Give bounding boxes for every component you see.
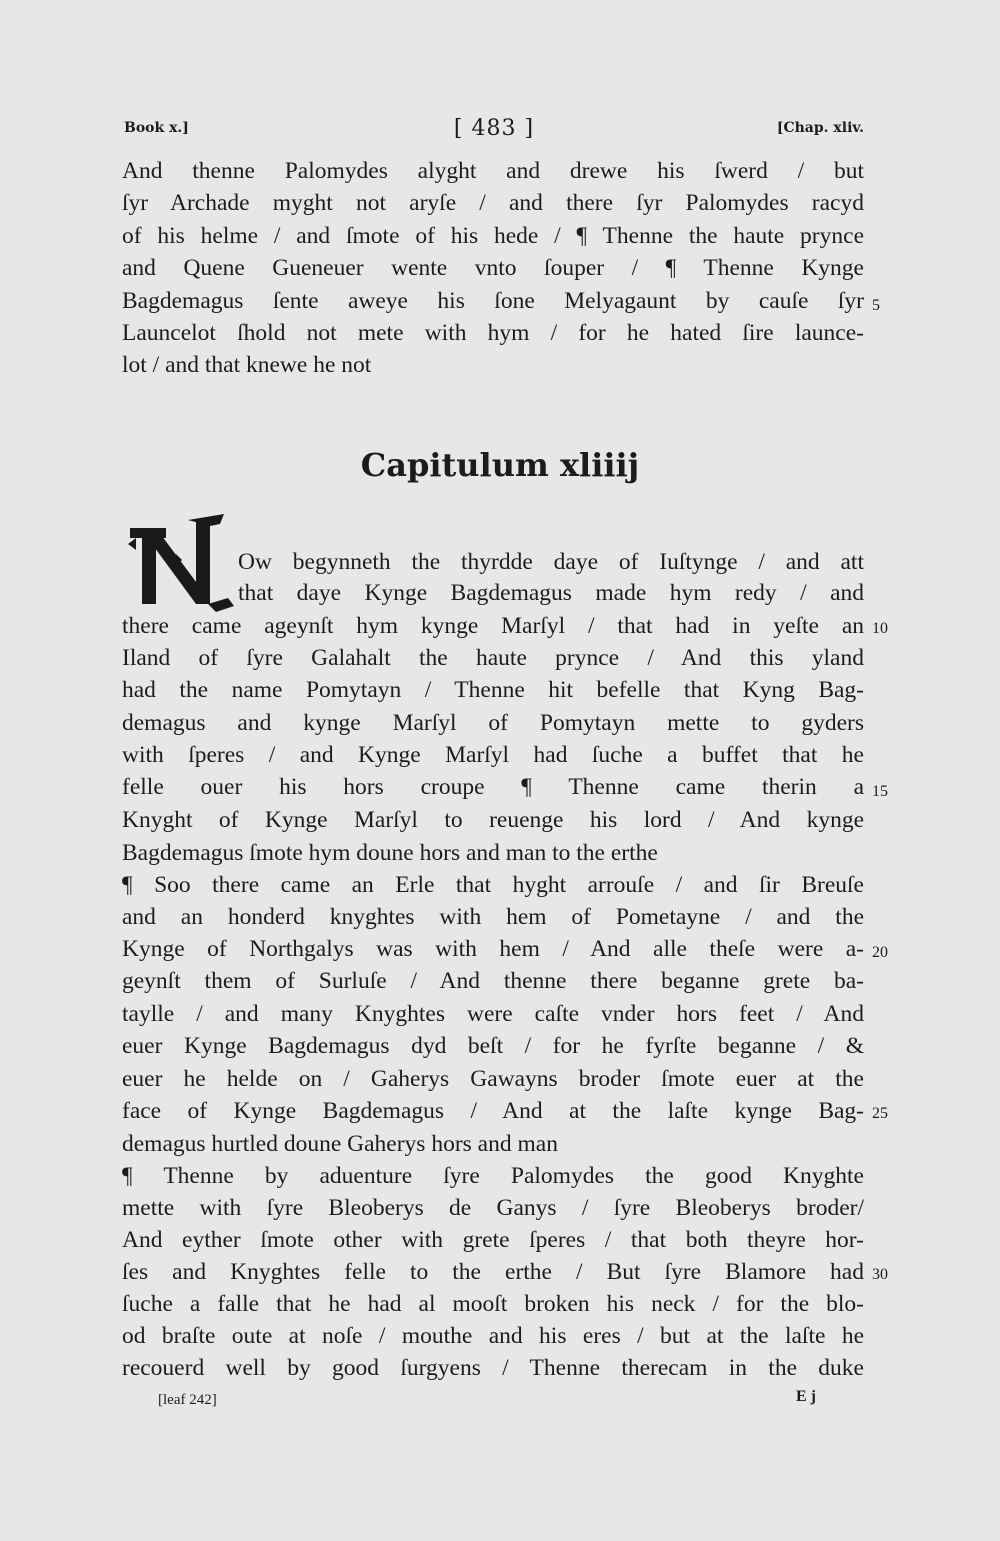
text-line: ¶ Thenne by aduenture ſyre Palomydes the good Knyghte	[122, 1163, 864, 1189]
text-line: ſyr Archade myght not aryſe / and there ſyr Palomydes racyd	[122, 190, 864, 216]
text-line: mette with ſyre Bleoberys de Ganys / ſyre Bleoberys broder/	[122, 1195, 864, 1221]
drop-capital-n-icon	[124, 514, 236, 614]
text-line: with ſperes / and Kynge Marſyl had ſuche a buffet that he	[122, 742, 864, 768]
text-line: Ow begynneth the thyrdde daye of Iuſtynge / and att	[238, 549, 864, 575]
text-line: and Quene Gueneuer wente vnto ſouper / ¶ Thenne Kynge	[122, 255, 864, 281]
text-line: and an honderd knyghtes with hem of Pometayne / and the	[122, 904, 864, 930]
text-line: that daye Kynge Bagdemagus made hym redy / and	[238, 580, 864, 606]
text-line: face of Kynge Bagdemagus / And at the laſte kynge Bag-	[122, 1098, 864, 1124]
text-line: lot / and that knewe he not	[122, 352, 372, 378]
book-number: Book x.]	[124, 120, 189, 136]
text-line: demagus hurtled doune Gaherys hors and man	[122, 1131, 558, 1157]
text-line: demagus and kynge Marſyl of Pomytayn mette to gyders	[122, 710, 864, 736]
text-line: there came ageynſt hym kynge Marſyl / that had in yeſte an	[122, 613, 864, 639]
text-line: euer he helde on / Gaherys Gawayns broder ſmote euer at the	[122, 1066, 864, 1092]
text-line: geynſt them of Surluſe / And thenne there beganne grete ba-	[122, 968, 864, 994]
line-number: 10	[872, 620, 888, 637]
running-header	[124, 116, 864, 146]
text-line: recouerd well by good ſurgyens / Thenne therecam in the duke	[122, 1355, 864, 1381]
line-number: 30	[872, 1266, 888, 1283]
chapter-heading: Capitulum xliiij	[360, 446, 640, 484]
leaf-reference: [leaf 242]	[158, 1392, 217, 1408]
text-line: And eyther ſmote other with grete ſperes / that both theyre hor-	[122, 1227, 864, 1253]
text-line: ſes and Knyghtes felle to the erthe / But ſyre Blamore had	[122, 1259, 864, 1285]
text-line: ¶ Soo there came an Erle that hyght arrouſe / and ſir Breuſe	[122, 872, 864, 898]
page-number: [ 483 ]	[453, 116, 535, 141]
text-line: Launcelot ſhold not mete with hym / for he hated ſire launce-	[122, 320, 864, 346]
text-line: had the name Pomytayn / Thenne hit befelle that Kyng Bag-	[122, 677, 864, 703]
text-line: ſuche a falle that he had al mooſt broken his neck / for the blo-	[122, 1291, 864, 1317]
text-line: felle ouer his hors croupe ¶ Thenne came therin a	[122, 774, 864, 800]
text-line: Iland of ſyre Galahalt the haute prynce / And this yland	[122, 645, 864, 671]
line-number: 20	[872, 944, 888, 961]
text-line: And thenne Palomydes alyght and drewe his ſwerd / but	[122, 158, 864, 184]
text-line: taylle / and many Knyghtes were caſte vnder hors feet / And	[122, 1001, 864, 1027]
text-line: Bagdemagus ſmote hym doune hors and man to the erthe	[122, 840, 658, 866]
text-line: Bagdemagus ſente aweye his ſone Melyagaunt by cauſe ſyr	[122, 288, 864, 314]
text-line: euer Kynge Bagdemagus dyd beſt / for he fyrſte beganne / &	[122, 1033, 864, 1059]
signature-mark: E j	[796, 1388, 816, 1405]
line-number: 15	[872, 783, 888, 800]
line-number: 5	[872, 297, 880, 314]
text-line: Knyght of Kynge Marſyl to reuenge his lord / And kynge	[122, 807, 864, 833]
chapter-number: [Chap. xliv.	[776, 120, 864, 136]
text-line: of his helme / and ſmote of his hede / ¶ Thenne the haute prynce	[122, 223, 864, 249]
line-number: 25	[872, 1105, 888, 1122]
text-line: Kynge of Northgalys was with hem / And alle theſe were a-	[122, 936, 864, 962]
text-line: od braſte oute at noſe / mouthe and his eres / but at the laſte he	[122, 1323, 864, 1349]
